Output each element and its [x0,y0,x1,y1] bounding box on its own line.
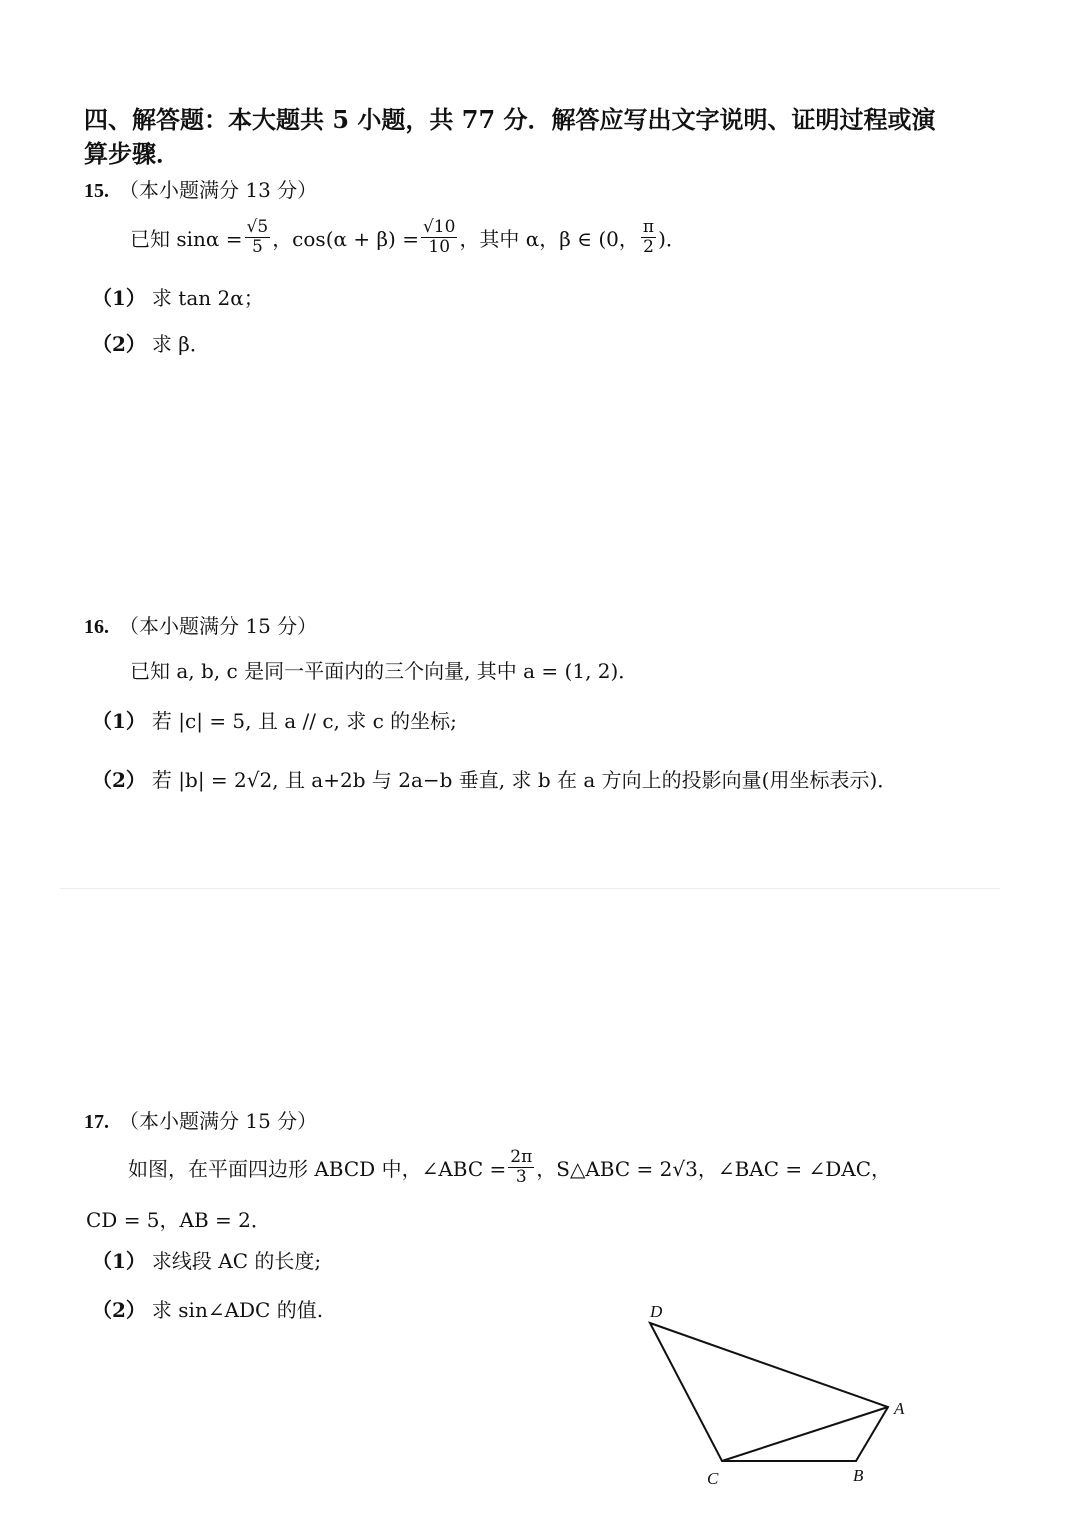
q15-frac1-den: 5 [251,236,263,257]
q15-part2-label: （2） [92,332,146,356]
q15-frac-sin [245,218,271,257]
vertex-label-a: A [894,1399,905,1418]
q15-number: 15. [84,180,109,202]
q17-part2 [92,1294,323,1323]
q17-part1-text: 求线段 AC 的长度; [151,1249,322,1273]
vertex-label-b: B [853,1466,864,1485]
q15-stem-prefix: 已知 sinα = [130,226,243,251]
q15-header [84,174,317,203]
q17-part2-text: 求 sin∠ADC 的值. [151,1298,324,1322]
q17-stem-line2: CD = 5，AB = 2． [86,1208,271,1232]
q15-frac2-num: √10 [422,216,456,237]
q16-number: 16. [84,616,109,638]
quadrilateral-outline [650,1323,888,1461]
q15-part1-label: （1） [92,286,146,310]
vertex-label-d: D [650,1302,663,1321]
q17-part2-label: （2） [92,1298,146,1322]
q17-frac-num: 2π [510,1146,533,1167]
q17-frac-angle [508,1148,534,1187]
q16-part1-label: （1） [92,709,146,733]
q16-stem: 已知 a, b, c 是同一平面内的三个向量, 其中 a = (1, 2)． [130,659,639,683]
q16-part1 [92,705,457,734]
section-title-line2: 算步骤． [84,139,180,168]
q15-stem-after: ，其中 α，β ∈ (0， [459,226,639,251]
q17-part1-label: （1） [92,1249,146,1273]
q15-stem-end: )． [658,226,686,251]
q15-frac3-num: π [642,216,655,237]
q16-part2 [92,764,897,793]
q16-part1-text: 若 |c| = 5, 且 a // c, 求 c 的坐标; [151,709,457,733]
q15-stem-mid: ，cos(α + β) = [272,226,419,251]
q15-part2 [92,328,210,357]
q17-stem-line1 [128,1142,891,1192]
q17-stem-line1-a: 如图，在平面四边形 ABCD 中，∠ABC = [128,1156,507,1181]
q15-frac3-den: 2 [643,236,654,257]
q15-frac2-den: 10 [428,236,451,257]
q16-part2-text: 若 |b| = 2√2, 且 a+2b 与 2a−b 垂直, 求 b 在 a 方向上的投影向量(用坐标表示)． [151,768,898,792]
q17-frac-den: 3 [515,1166,527,1187]
q17-part1 [92,1245,321,1274]
q15-frac1-num: √5 [246,216,269,237]
q15-frac-pi [641,218,656,257]
q17-number: 17. [84,1111,109,1133]
q17-stem-line1-b: ，S△ABC = 2√3，∠BAC = ∠DAC， [536,1156,892,1181]
q15-part2-text: 求 β． [151,332,210,356]
q15-stem [130,212,686,262]
q17-header [84,1105,317,1134]
scan-fold-line [60,888,1000,889]
q15-points: （本小题满分 13 分） [119,178,318,202]
q17-points: （本小题满分 15 分） [119,1109,318,1133]
section-title-line1: 四、解答题：本大题共 5 小题，共 77 分．解答应写出文字说明、证明过程或演 [84,105,936,134]
quadrilateral-figure [630,1295,930,1495]
q15-part1 [92,282,264,311]
q16-points: （本小题满分 15 分） [119,614,318,638]
q16-part2-label: （2） [92,768,146,792]
q16-header [84,610,317,639]
diagonal-ac [722,1407,888,1461]
q15-part1-text: 求 tan 2α； [151,286,264,310]
q15-frac-cos [421,218,457,257]
vertex-label-c: C [707,1469,719,1488]
